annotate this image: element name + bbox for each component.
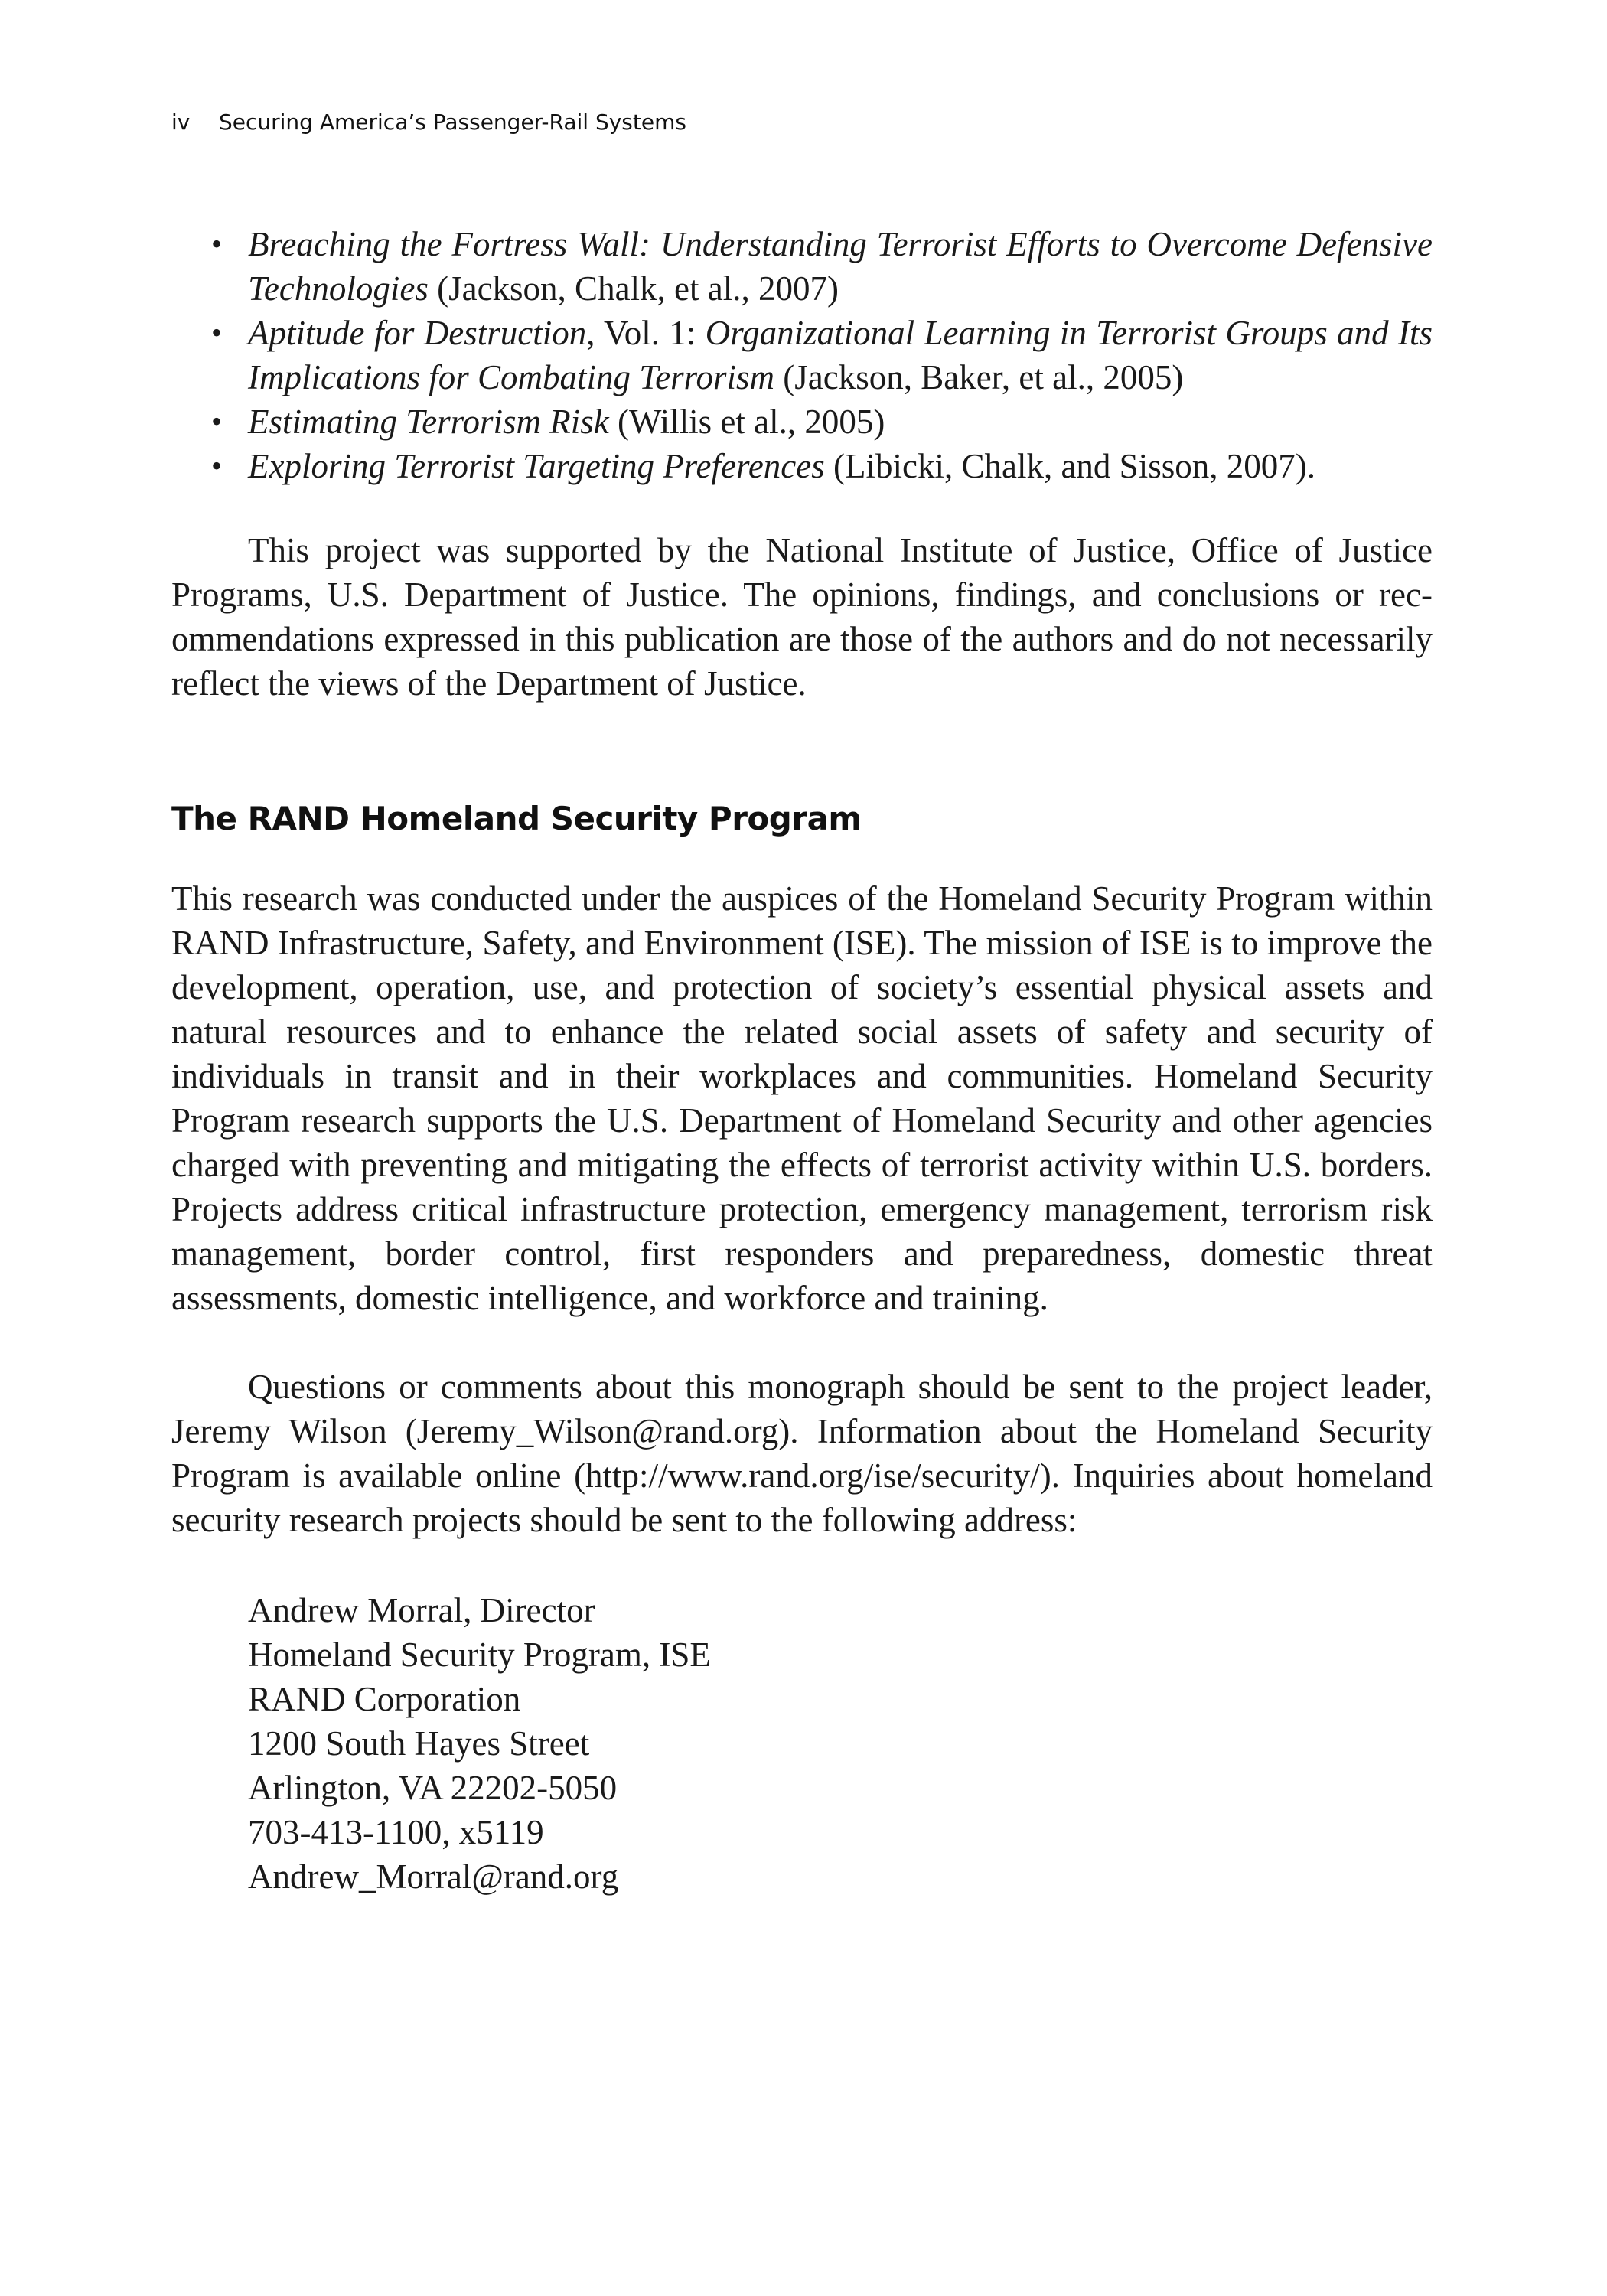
address-line: Homeland Security Program, ISE	[248, 1636, 711, 1674]
mailing-address	[248, 1588, 711, 1899]
publication-title: Estimating Terrorism Risk	[248, 403, 609, 441]
section-heading: The RAND Homeland Security Program	[171, 800, 862, 837]
running-head	[171, 109, 686, 135]
address-line: RAND Corporation	[248, 1680, 521, 1718]
publication-citation: (Jackson, Baker, et al., 2005)	[774, 358, 1184, 396]
contact-paragraph: Questions or comments about this monograph should be sent to the project leader, Jeremy Wilson (Jeremy_Wilson@rand.org). Information about the Homeland Security Program is available online (http://www.rand.org/ise/security/). Inquiries about homeland security research projects should be sent to the following address:	[171, 1368, 1433, 1539]
list-item	[171, 444, 1433, 488]
publication-citation: (Willis et al., 2005)	[608, 403, 885, 441]
publication-title: Exploring Terrorist Targeting Preferences	[248, 447, 825, 485]
publication-title: Aptitude for Destruction	[248, 314, 587, 352]
list-item	[171, 400, 1433, 444]
program-description-paragraph: This research was conducted under the auspices of the Homeland Security Program within RAND Infrastructure, Safety, and Environment (ISE). The mission of ISE is to improve the development, operation, use, and protection of society’s essential physical assets and natural resources and to enhance the related social assets of safety and security of individuals in transit and in their workplaces and communities. Homeland Security Program research supports the U.S. Department of Homeland Security and other agencies charged with preventing and mitigating the effects of terrorist activity within U.S. borders. Projects address critical infrastructure protection, emergency management, terrorism risk management, border control, first responders and preparedness, domestic threat assessments, domestic intelligence, and workforce and training.	[171, 879, 1433, 1317]
address-email: Andrew_Morral@rand.org	[248, 1857, 619, 1896]
page-number: iv	[171, 109, 191, 135]
publication-title: Breaching the Fortress Wall: Understanding Terrorist Efforts to Overcome Defensive Technologies	[248, 225, 1433, 308]
publication-subtitle: Organizational Learning in Terrorist Groups and Its Implications for Combating Terrorism	[248, 314, 1433, 396]
list-item	[171, 222, 1433, 311]
publication-volume: , Vol. 1:	[586, 314, 706, 352]
address-line: 703-413-1100, x5119	[248, 1813, 544, 1851]
publication-citation: (Jackson, Chalk, et al., 2007)	[428, 269, 839, 308]
list-item	[171, 311, 1433, 400]
address-line: Arlington, VA 22202-5050	[248, 1769, 618, 1807]
support-paragraph: This project was supported by the National Institute of Justice, Office of Justice Programs, U.S. Department of Justice. The opinions, findings, and conclusions or recommendations expressed in this publication are those of the authors and do not necessarily reflect the views of the Department of Justice.	[171, 531, 1433, 703]
address-line: 1200 South Hayes Street	[248, 1724, 590, 1763]
book-title: Securing America’s Passenger-Rail Systems	[219, 109, 686, 135]
address-line: Andrew Morral, Director	[248, 1591, 595, 1629]
related-publications-list	[171, 222, 1433, 488]
publication-citation: (Libicki, Chalk, and Sisson, 2007).	[824, 447, 1315, 485]
